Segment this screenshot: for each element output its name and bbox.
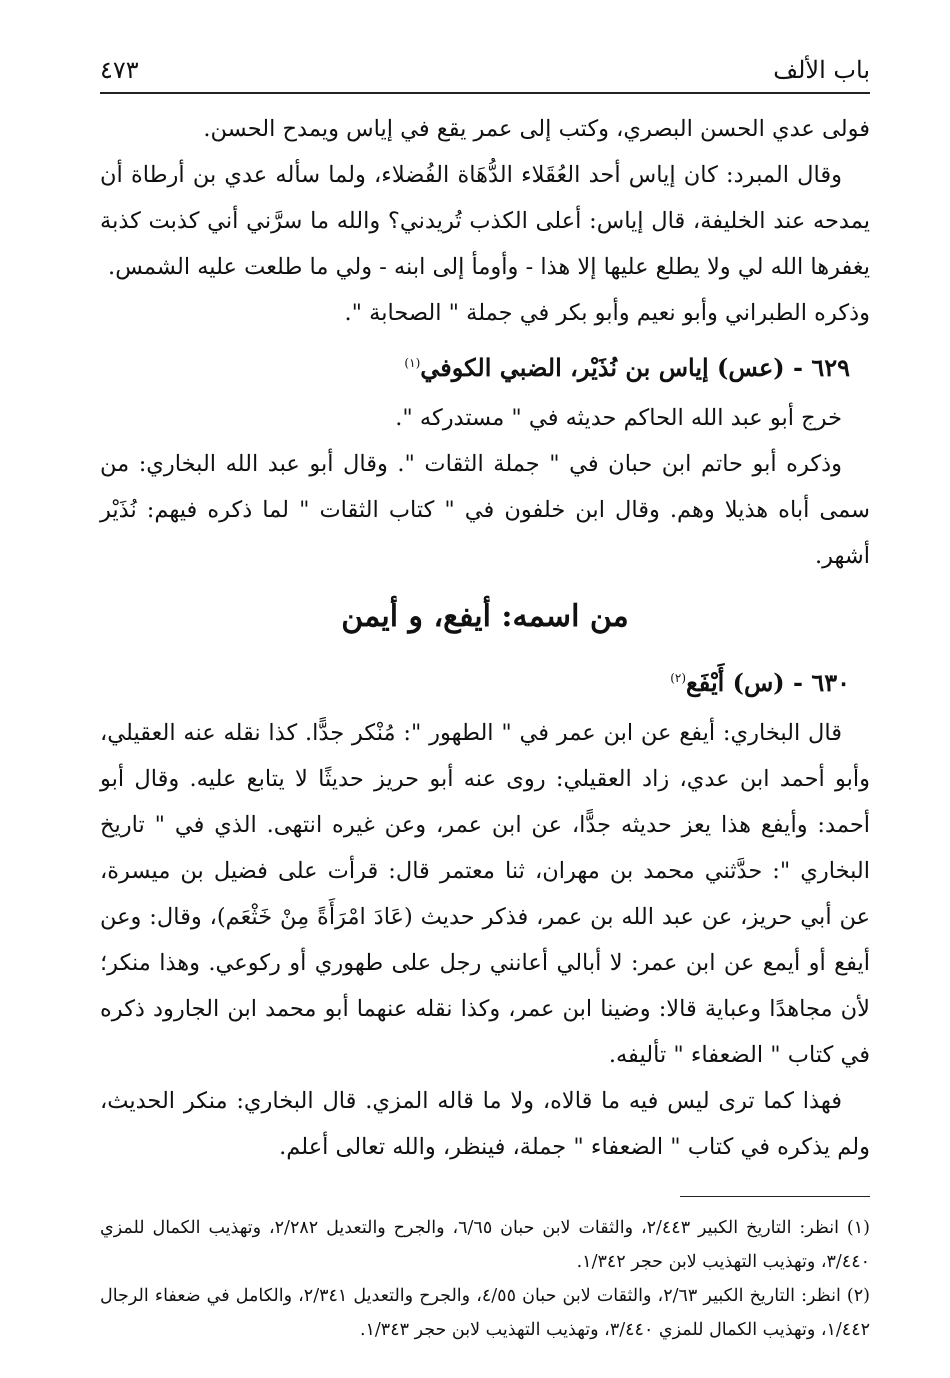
paragraph: وذكره أبو حاتم ابن حبان في " جملة الثقات ". وقال أبو عبد الله البخاري: من سمى أباه هذيلا وهم. وقال ابن خلفون في " كتاب الثقات " لما ذكره فيهم: نُذَيْر أشهر. xyxy=(100,451,870,569)
main-text xyxy=(100,106,870,1170)
chapter-title: باب الألف xyxy=(773,56,870,84)
entry-heading-text: ٦٢٩ - (عس) إياس بن نُذَيْر، الضبي الكوفي xyxy=(420,353,850,382)
footnotes xyxy=(100,1211,870,1347)
footnote-1: (١) انظر: التاريخ الكبير ٢/٤٤٣، والثقات لابن حبان ٦/٦٥، والجرح والتعديل ٢/٢٨٢، وتهذيب الكمال للمزي ٣/٤٤٠، وتهذيب التهذيب لابن حجر ١/٣٤٢. xyxy=(100,1218,870,1272)
running-header xyxy=(100,52,870,94)
entry-heading-text: ٦٣٠ - (س) أَيْفَع xyxy=(686,668,850,697)
paragraph: قال البخاري: أيفع عن ابن عمر في " الطهور ": مُنْكر جدًّا. كذا نقله عنه العقيلي، وأبو أحمد ابن عدي، زاد العقيلي: روى عنه أبو حريز حديثًا لا يتابع عليه. وقال أبو أحمد: وأيفع هذا يعز حديثه جدًّا، عن ابن عمر، وعن غيره انتهى. الذي في " تاريخ البخاري ": حدَّثني محمد بن مهران، ثنا معتمر قال: قرأت على فضيل بن ميسرة، عن أبي حريز، عن عبد الله بن عمر، فذكر حديث (عَادَ امْرَأَةً مِنْ خَثْعَم)، وقال: وعن أيفع أو أيمع عن ابن عمر: لا أبالي أعانني رجل على طهوري أو ركوعي. وهذا منكر؛ لأن مجاهدًا وعباية قالا: وضينا ابن عمر، وكذا نقله عنهما أبو محمد ابن الجارود ذكره في كتاب " الضعفاء " تأليفه. xyxy=(100,720,870,1068)
footnote-divider xyxy=(680,1196,870,1197)
paragraph: وذكره الطبراني وأبو نعيم وأبو بكر في جملة " الصحابة ". xyxy=(344,300,870,326)
footnote-2: (٢) انظر: التاريخ الكبير ٢/٦٣، والثقات لابن حبان ٤/٥٥، والجرح والتعديل ٢/٣٤١، والكامل في ضعفاء الرجال ١/٤٤٢، وتهذيب الكمال للمزي ٣/٤٤٠، وتهذيب التهذيب لابن حجر ١/٣٤٣. xyxy=(100,1286,870,1340)
entry-heading-630 xyxy=(100,655,870,706)
paragraph: خرج أبو عبد الله الحاكم حديثه في " مستدركه ". xyxy=(395,405,842,431)
paragraph: وقال المبرد: كان إياس أحد العُقَلاء الدُّهَاة الفُضلاء، ولما سأله عدي بن أرطاة أن يمدحه عند الخليفة، قال إياس: أعلى الكذب تُريدني؟ والله ما سرَّني أني كذبت كذبة يغفرها الله لي ولا يطلع عليها إلا هذا - وأومأ إلى ابنه - ولي ما طلعت عليه الشمس. xyxy=(100,162,870,280)
book-page xyxy=(100,52,870,1347)
footnote-marker: (٢) xyxy=(670,671,687,685)
paragraph: فولى عدي الحسن البصري، وكتب إلى عمر يقع في إياس ويمدح الحسن. xyxy=(203,116,870,142)
footnote-marker: (١) xyxy=(404,356,421,370)
paragraph: فهذا كما ترى ليس فيه ما قالاه، ولا ما قاله المزي. قال البخاري: منكر الحديث، ولم يذكره في كتاب " الضعفاء " جملة، فينظر، والله تعالى أعلم. xyxy=(100,1088,870,1160)
section-title: من اسمه: أيفع، و أيمن xyxy=(341,599,629,634)
entry-heading-629 xyxy=(100,340,870,391)
page-number: ٤٧٣ xyxy=(100,56,139,84)
